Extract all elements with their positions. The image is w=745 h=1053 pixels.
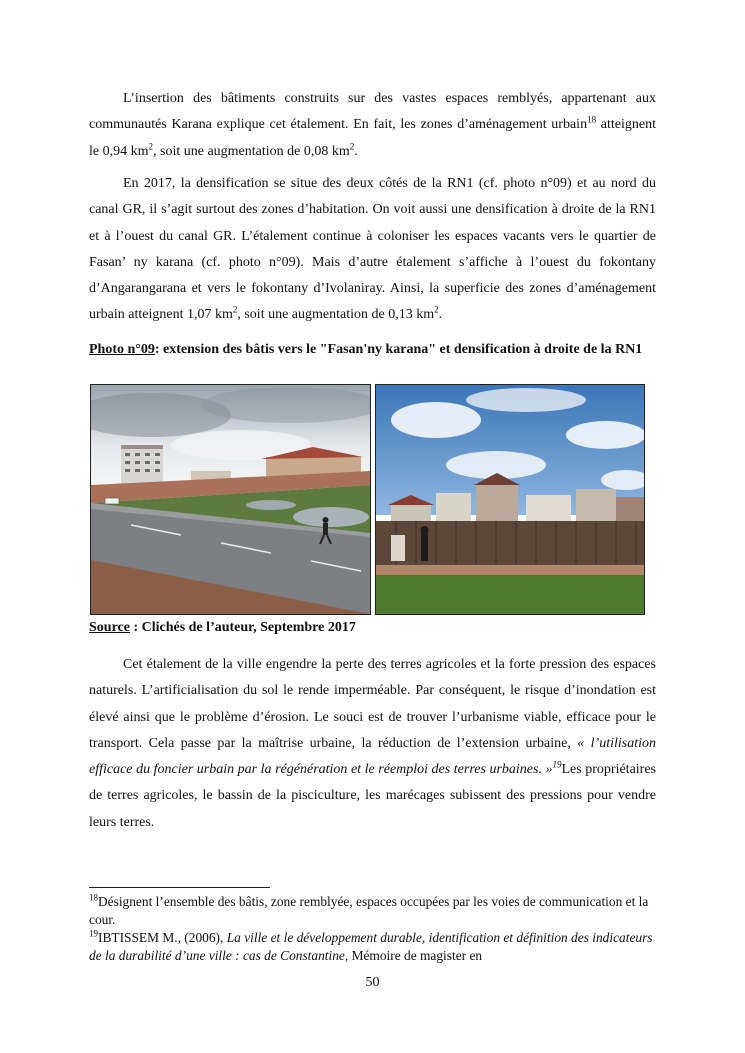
road-photo-illustration xyxy=(91,385,370,614)
quote-citation: « l’utilisation efficace du foncier urbain par la régénération et le réemploi des terres urbaines. » xyxy=(89,735,656,778)
fence-photo-illustration xyxy=(376,385,644,614)
photo-caption xyxy=(89,341,664,358)
paragraph-2: En 2017, la densification se situe des deux côtés de la RN1 (cf. photo n°09) et au nord du canal GR, il s’agit surtout des zones d’habitation. On voit aussi une densification à droite de la RN1 et à l’ouest du canal GR. L’étalement continue à coloniser les espaces vacants vers le quartier de Fasan’ ny karana (cf. photo n°09). Mais d’autre étalement s’affiche à l’ouest du fokontany d’Angarangarana et vers le fokontany d’Ivolaniray. Ainsi, la superficie des zones d’aménagement urbain atteignent 1,07 $km^2$, soit une augmentation de 0,13 $km^2$. xyxy=(89,176,656,323)
source-label: Source xyxy=(89,620,130,635)
photo-source xyxy=(89,620,356,636)
footnote-ref-19[interactable]: 19 xyxy=(552,759,562,770)
photo-left-road xyxy=(90,384,371,615)
caption-text: : extension des bâtis vers le "Fasan'ny karana" et densification à droite de la RN1 xyxy=(154,342,643,357)
footnote-separator xyxy=(89,887,270,888)
footnote-18: $^{18}$Désignent l’ensemble des bâtis, zone remblyée, espaces occupées par les voies de communication et la cour. xyxy=(89,892,649,927)
page-number: 50 xyxy=(365,975,380,990)
caption-label: Photo n°09 xyxy=(89,342,155,357)
photo-right-fence xyxy=(375,384,645,615)
paragraph-3: Cet étalement de la ville engendre la perte des terres agricoles et la forte pression des espaces naturels. L’artificialisation du sol le rende imperméable. Par conséquent, le risque d’inondation est élevé ainsi que le problème d’érosion. Le souci est de trouver l’urbanisme viable, efficace pour le transport. Cela passe par la maîtrise urbaine, la réduction de l’extension urbaine, « l’utilisation efficace du foncier urbain par la régénération et le réemploi des terres urbaines. »$^{19}$Les propriétaires de terres agricoles, le bassin de la pisciculture, les marécages subissent des pressions pour vendre leurs terres. xyxy=(89,657,657,830)
paragraph-1: L’insertion des bâtiments construits sur des vastes espaces remblyés, appartenant aux communautés Karana explique cet étalement. En fait, les zones d’aménagement urbain$^{18}$ atteignent le 0,94 $km^2$, soit une augmentation de 0,08 $km^2$. xyxy=(89,91,656,159)
source-text: : Clichés de l’auteur, Septembre 2017 xyxy=(129,620,356,635)
footnote-19: $^{19}$IBTISSEM M., (2006), La ville et le développement durable, identification et définition des indicateurs de la durabilité d’une ville : cas de Constantine, Mémoire de magister en xyxy=(89,928,653,963)
footnote-ref-18[interactable]: 18 xyxy=(587,114,597,125)
